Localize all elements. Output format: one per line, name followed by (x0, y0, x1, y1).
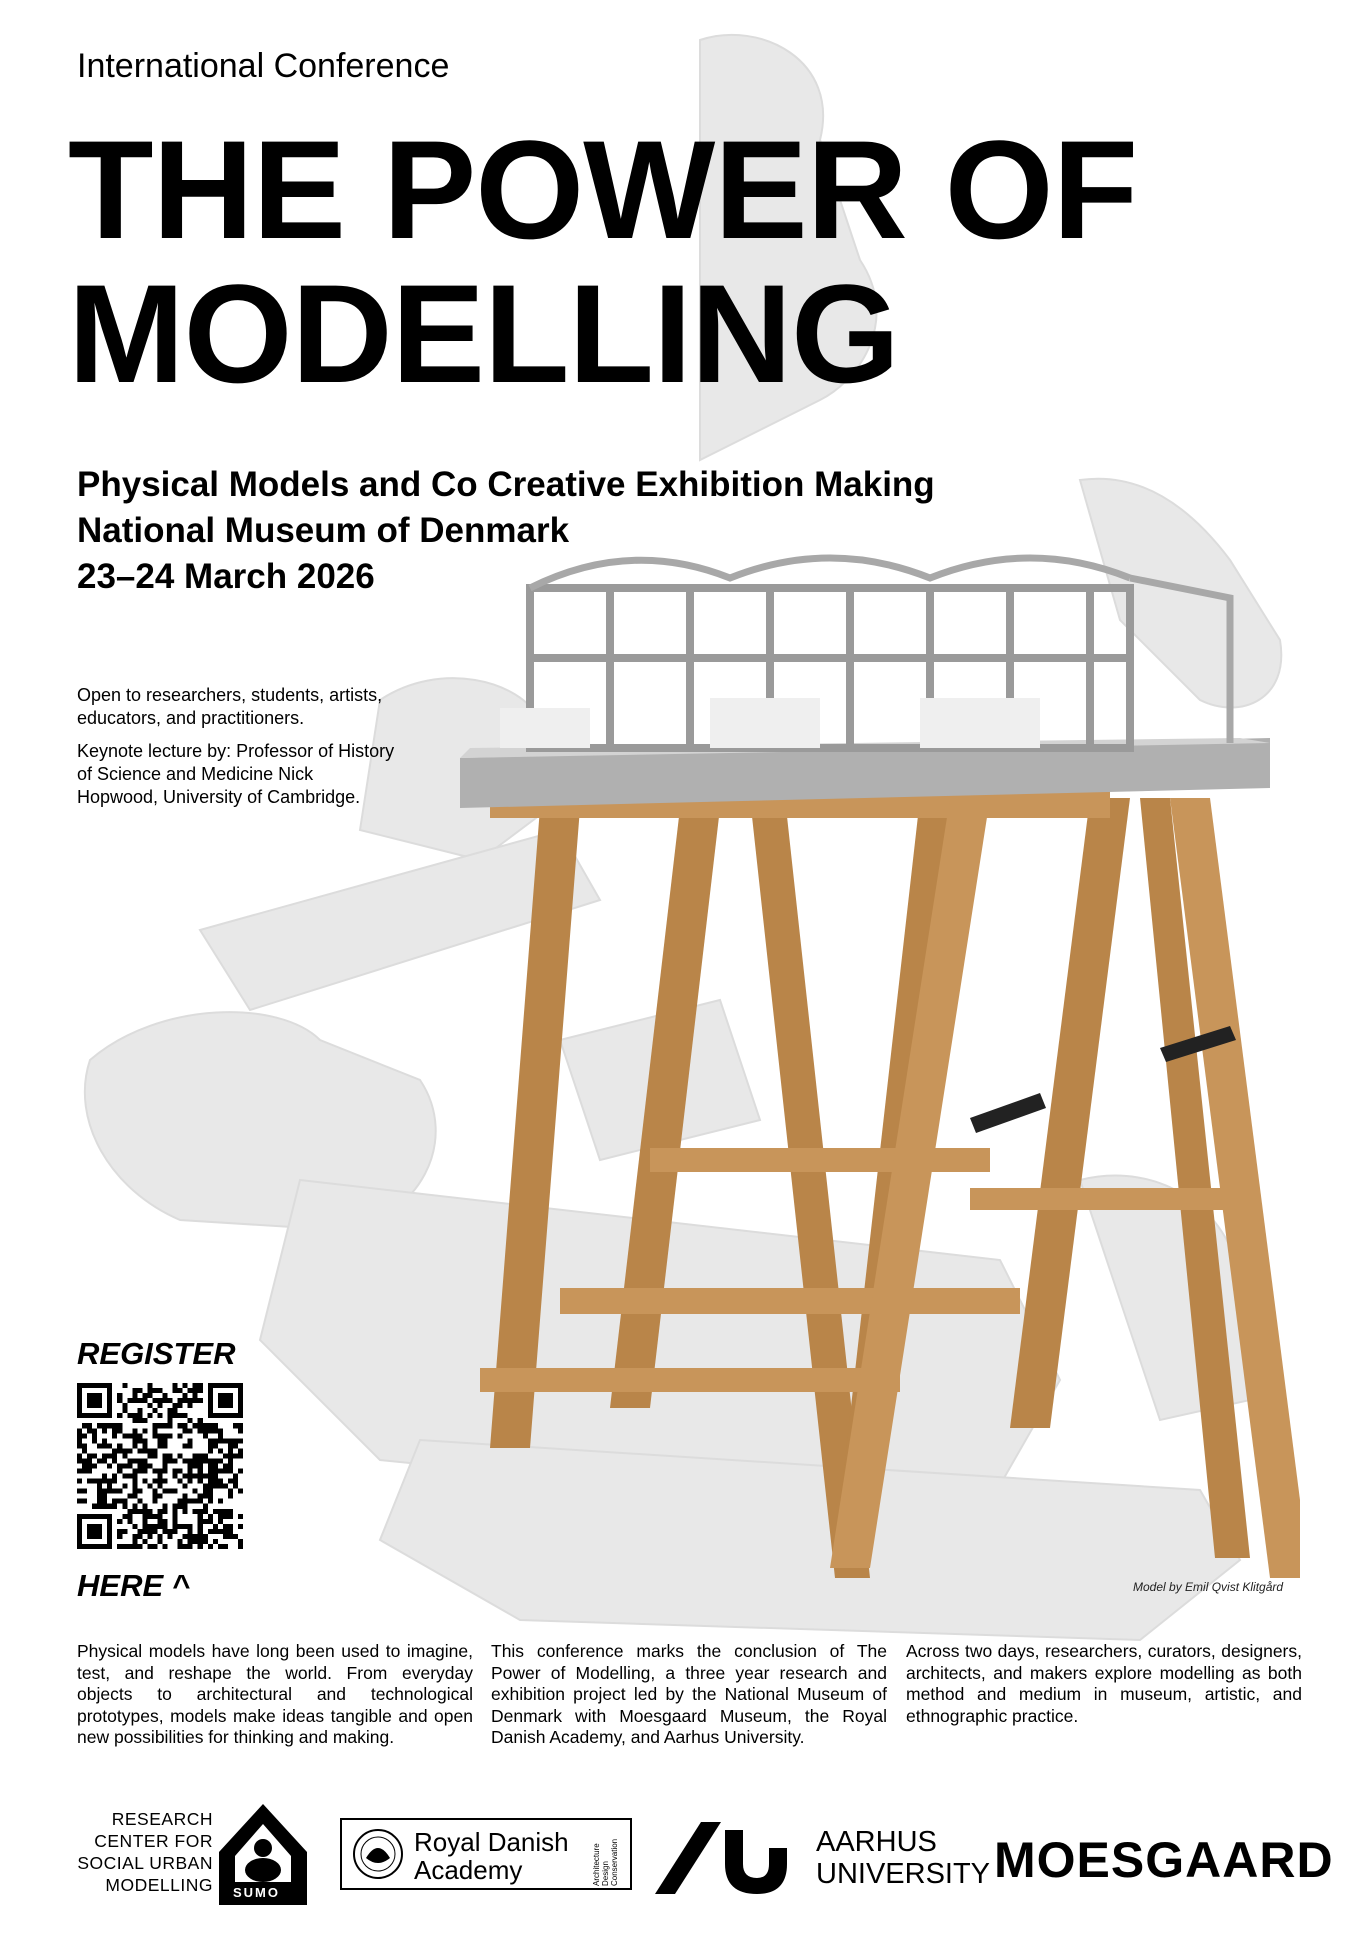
sumo-wordmark: SUMO (233, 1885, 280, 1900)
aarhus-university-name (816, 1826, 990, 1890)
body-column-1: Physical models have long been used to imagine, test, and reshape the world. From everyday objects to architectural and technological prototypes, models make ideas tangible and open new possibilities for thinking and making. (77, 1641, 473, 1747)
academy-name-line: Academy (414, 1855, 523, 1885)
body-column-2: This conference marks the conclusion of The Power of Modelling, a three year research and exhibition project led by the National Museum of Denmark with Moesgaard Museum, the Royal Danish Academy, and Aarhus University. (491, 1641, 887, 1747)
academy-disciplines: Architecture Design Conservation (592, 1838, 619, 1886)
registration-qr-code[interactable] (77, 1383, 243, 1549)
qr-finder-pattern (77, 1383, 112, 1418)
conference-kicker: International Conference (77, 47, 450, 85)
academy-name-line: Royal Danish (414, 1827, 569, 1857)
trestle-cross-bar (560, 1288, 1020, 1314)
title-line: MODELLING (68, 255, 899, 412)
event-details (77, 462, 935, 600)
sumo-line: RESEARCH (111, 1809, 213, 1829)
aarhus-line: AARHUS (816, 1826, 937, 1858)
trestle-leg (610, 808, 720, 1408)
page-title (68, 111, 1138, 412)
qr-finder-pattern (208, 1383, 243, 1418)
model-credit: Model by Emil Qvist Klitgård (1133, 1580, 1284, 1594)
intro-block (77, 684, 397, 819)
qr-finder-pattern (77, 1514, 112, 1549)
audience-text: Open to researchers, students, artists, educators, and practitioners. (77, 685, 383, 728)
sumo-line: SOCIAL URBAN (77, 1853, 213, 1873)
aarhus-university-icon (655, 1822, 787, 1894)
event-venue: National Museum of Denmark (77, 511, 570, 550)
title-line: THE POWER OF (68, 111, 1138, 268)
academy-name (414, 1828, 569, 1884)
event-subtitle: Physical Models and Co Creative Exhibition Making (77, 465, 935, 504)
sumo-line: MODELLING (105, 1875, 213, 1895)
aarhus-line: UNIVERSITY (816, 1858, 991, 1890)
sumo-line: CENTER FOR (94, 1831, 213, 1851)
body-column-3: Across two days, researchers, curators, designers, architects, and makers explore modelling as both method and medium in museum, artistic, and ethnographic practice. (906, 1641, 1302, 1726)
moesgaard-logo (994, 1819, 1334, 1897)
register-label: REGISTER (77, 1336, 236, 1371)
trestle-cross-bar (650, 1148, 990, 1172)
trestle-cross-bar (480, 1368, 900, 1392)
academy-seal-icon (352, 1828, 404, 1880)
register-here-link[interactable]: HERE ^ (77, 1568, 190, 1603)
royal-danish-academy-logo (340, 1818, 632, 1890)
event-date: 23–24 March 2026 (77, 557, 375, 596)
keynote-text: Keynote lecture by: Professor of History of Science and Medicine Nick Hopwood, University of Cambridge. (77, 741, 395, 807)
moesgaard-wordmark: MOESGAARD (994, 1832, 1334, 1888)
sumo-logo-text (77, 1808, 213, 1896)
trestle-leg (490, 808, 580, 1448)
clamp (970, 1093, 1046, 1133)
architectural-model-illustration (450, 548, 1300, 1588)
trestle-cross-bar (970, 1188, 1250, 1210)
sumo-logo (77, 1800, 312, 1905)
